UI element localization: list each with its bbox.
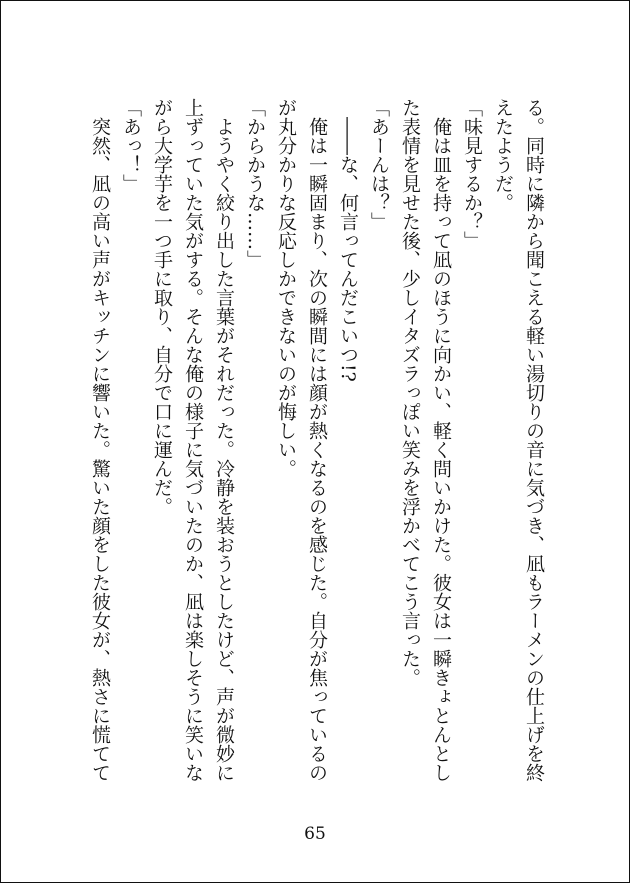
paragraph-2: 「味見するか？」 — [461, 98, 483, 250]
paragraph-3: 俺は皿を持って凪のほうに向かい、軽く問いかけた。彼女は一瞬きょとんとした表情を見せた後、少しイタズラっぽい笑みを浮かべてこう言った。 — [399, 98, 452, 782]
paragraph-8: ようやく絞り出した言葉がそれだった。冷静を装おうとしたけど、声が微妙に上ずっていた気がする。そんな俺の様子に気づいたのか、凪は楽しそうに笑いながら大学芋を一つ手に取り、自分で口に運んだ。 — [151, 98, 235, 782]
page-number: 65 — [304, 824, 326, 844]
vertical-text-body — [69, 98, 549, 798]
paragraph-7: 「からかうな……」 — [244, 98, 266, 269]
paragraph-1: る。同時に隣から聞こえる軽い湯切りの音に気づき、凪もラーメンの仕上げを終えたようだ。 — [492, 98, 545, 782]
paragraph-4: 「あーんは？」 — [368, 98, 390, 231]
paragraph-6: 俺は一瞬固まり、次の瞬間には顔が熱くなるのを感じた。自分が焦っているのが丸分かりな反応しかできないのが悔しい。 — [275, 98, 328, 782]
paragraph-9: 「あっ！」 — [120, 98, 142, 193]
paragraph-10: 突然、凪の高い声がキッチンに響いた。驚いた顔をした彼女が、熱さに慌てて — [89, 117, 111, 782]
paragraph-5: ――な、何言ってんだこいつ!? — [337, 117, 359, 382]
